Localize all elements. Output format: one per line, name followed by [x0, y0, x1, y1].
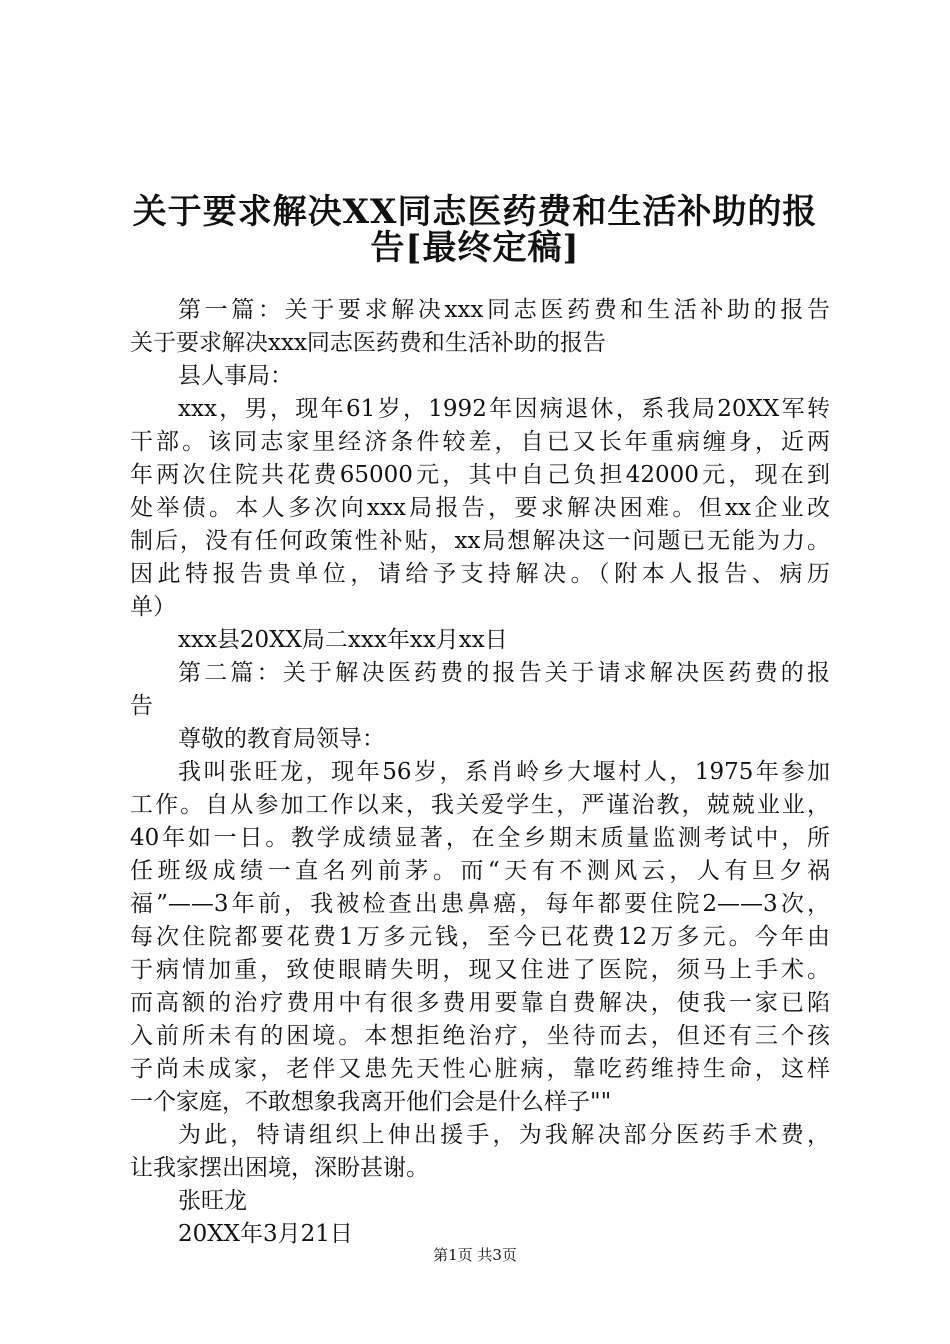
paragraph-line: xxx，男，现年61岁，1992年因病退休，系我局20XX军转 — [178, 396, 830, 422]
section-heading-1: 第一篇：关于要求解决xxx同志医药费和生活补助的报告 — [178, 297, 830, 323]
paragraph-line: 40年如一日。教学成绩显著，在全乡期末质量监测考试中，所 — [130, 825, 830, 851]
paragraph-line: 子尚未成家，老伴又患先天性心脏病，靠吃药维持生命，这样 — [130, 1056, 830, 1082]
paragraph-line: 一个家庭，不敢想象我离开他们会是什么样子"" — [130, 1089, 612, 1115]
paragraph-line: 为此，特请组织上伸出援手，为我解决部分医药手术费， — [178, 1122, 830, 1148]
paragraph-line: 处举债。本人多次向xxx局报告，要求解决困难。但xx企业改 — [130, 495, 830, 521]
paragraph-line: 入前所未有的困境。本想拒绝治疗，坐待而去，但还有三个孩 — [130, 1023, 830, 1049]
paragraph-line: 我叫张旺龙，现年56岁，系肖岭乡大堰村人，1975年参加 — [178, 759, 830, 785]
salutation: 尊敬的教育局领导： — [178, 726, 385, 752]
paragraph-line: 制后，没有任何政策性补贴，xx局想解决这一问题已无能为力。 — [130, 528, 830, 554]
paragraph-line: 工作。自从参加工作以来，我关爱学生，严谨治教，兢兢业业， — [130, 792, 830, 818]
paragraph-line: 每次住院都要花费1万多元钱，至今已花费12万多元。今年由 — [130, 924, 830, 950]
signature-name: 张旺龙 — [178, 1188, 247, 1214]
paragraph-line: 任班级成绩一直名列前茅。而“天有不测风云，人有旦夕祸 — [130, 858, 830, 884]
page-footer: 第1页 共3页 — [433, 1246, 517, 1264]
signature-date: 20XX年3月21日 — [178, 1221, 353, 1247]
paragraph-line: 让我家摆出困境，深盼甚谢。 — [130, 1155, 429, 1181]
document-body — [130, 294, 830, 1251]
paragraph-line: 干部。该同志家里经济条件较差，自已又长年重病缠身，近两 — [130, 429, 830, 455]
paragraph-line: 单） — [130, 594, 176, 620]
paragraph-line: 因此特报告贵单位，请给予支持解决。（附本人报告、病历 — [130, 561, 830, 587]
document-title-line-1: 关于要求解决XX同志医药费和生活补助的报 — [132, 192, 818, 232]
paragraph-line: 于病情加重，致使眼睛失明，现又住进了医院，须马上手术。 — [130, 957, 830, 983]
paragraph-line: 关于要求解决xxx同志医药费和生活补助的报告 — [130, 330, 606, 356]
section-heading-2: 第二篇：关于解决医药费的报告关于请求解决医药费的报 — [178, 660, 830, 686]
paragraph-line: 而高额的治疗费用中有很多费用要靠自费解决，使我一家已陷 — [130, 990, 830, 1016]
salutation: 县人事局： — [178, 363, 293, 389]
paragraph-line: 告 — [130, 693, 153, 719]
document-title-line-2: 告[最终定稿] — [370, 228, 580, 268]
signature-date: xxx县20XX局二xxx年xx月xx日 — [178, 627, 508, 653]
paragraph-line: 福”——3年前，我被检查出患鼻癌，每年都要住院2——3次， — [130, 891, 830, 917]
paragraph-line: 年两次住院共花费65000元，其中自己负担42000元，现在到 — [130, 462, 830, 488]
